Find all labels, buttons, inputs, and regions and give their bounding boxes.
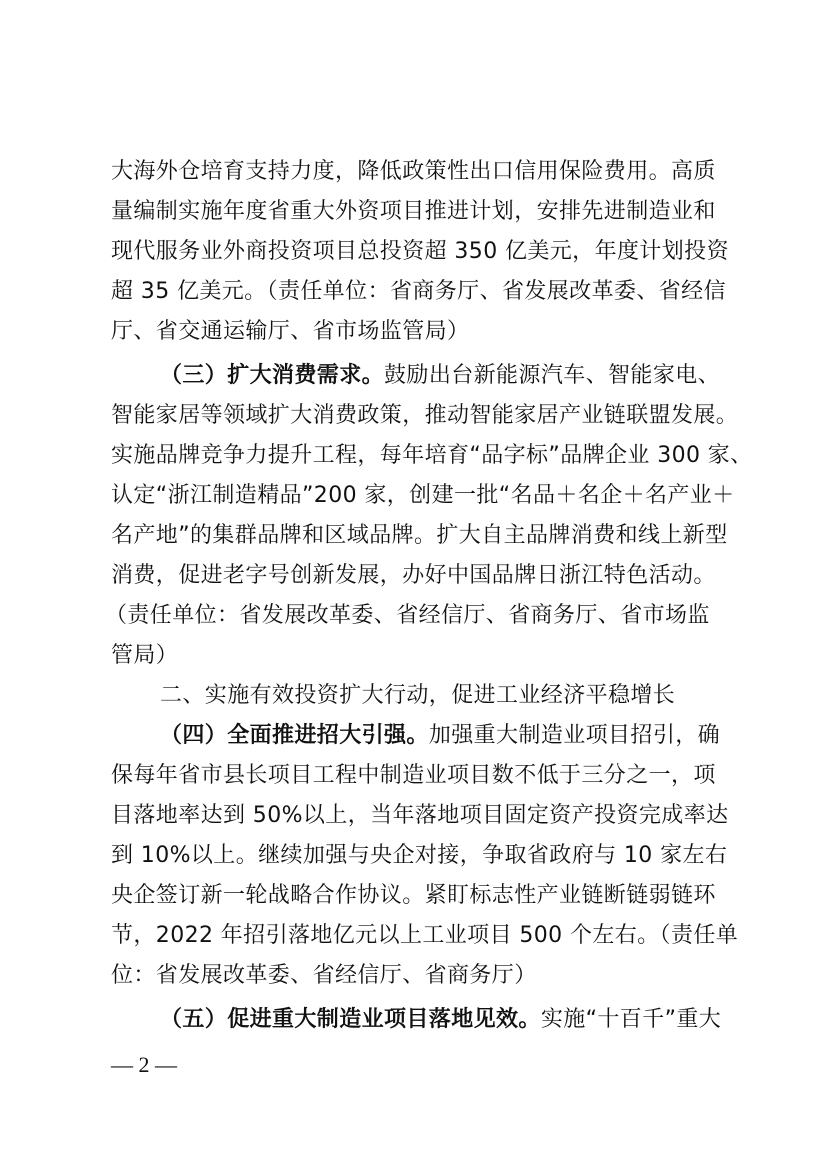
text-line [111,836,728,876]
text-span: 央企签订新一轮战略合作协议。紧盯标志性产业链断链弱链环 [111,883,716,908]
section-heading: （四）全面推进招大引强。 [160,723,429,748]
text-span: 智能家居等领域扩大消费政策，推动智能家居产业链联盟发展。 [111,403,739,428]
text-span: 目落地率达到 50%以上，当年落地项目固定资产投资完成率达 [111,803,729,828]
section-heading: （三）扩大消费需求。 [160,363,385,388]
text-span: 名产地”的集群品牌和区域品牌。扩大自主品牌消费和线上新型 [111,523,728,548]
text-line [111,636,711,676]
page-number: — 2 — [111,1052,177,1077]
text-span: 实施品牌竞争力提升工程，每年培育“品字标”品牌企业 300 家、 [111,443,753,468]
text-line [111,756,716,796]
text-span: 二、实施有效投资扩大行动，促进工业经济平稳增长 [160,683,676,708]
text-line [111,556,716,596]
text-span: 节，2022 年招引落地亿元以上工业项目 500 个左右。（责任单 [111,923,739,948]
text-line [111,232,729,272]
text-span: （责任单位：省发展改革委、省经信厅、省商务厅、省市场监 [105,603,710,628]
text-line [111,396,739,436]
text-line [111,956,711,996]
text-line [111,436,753,476]
text-line [111,152,716,192]
text-line [111,876,716,916]
text-line [111,916,739,956]
text-line [111,272,726,312]
text-span: 厅、省交通运输厅、省市场监管局） [111,319,470,344]
text-line [111,516,728,556]
text-span: 超 35 亿美元。（责任单位：省商务厅、省发展改革委、省经信 [111,279,726,304]
text-span: 量编制实施年度省重大外资项目推进计划，安排先进制造业和 [111,199,716,224]
text-span: 位：省发展改革委、省经信厅、省商务厅） [111,963,537,988]
text-span: 认定“浙江制造精品”200 家，创建一批“名品＋名企＋名产业＋ [111,483,735,508]
text-line [160,1000,722,1040]
text-span: 现代服务业外商投资项目总投资超 350 亿美元，年度计划投资 [111,239,729,264]
text-span: 实施“十百千”重大 [540,1007,722,1032]
section-heading: （五）促进重大制造业项目落地见效。 [160,1007,541,1032]
text-span: 大海外仓培育支持力度，降低政策性出口信用保险费用。高质 [111,159,716,184]
text-line [160,356,721,396]
text-span: 保每年省市县长项目工程中制造业项目数不低于三分之一，项 [111,763,716,788]
text-line [111,192,716,232]
text-span: 加强重大制造业项目招引，确 [428,723,721,748]
text-line [111,312,711,352]
text-span: 到 10%以上。继续加强与央企对接，争取省政府与 10 家左右 [111,843,728,868]
text-line [160,676,711,716]
text-span: 消费，促进老字号创新发展，办好中国品牌日浙江特色活动。 [111,563,716,588]
text-span: 管局） [111,643,179,668]
text-line [160,716,721,756]
text-line [111,476,735,516]
text-line [105,596,711,636]
text-span: 鼓励出台新能源汽车、智能家电、 [384,363,721,388]
text-line [111,796,729,836]
